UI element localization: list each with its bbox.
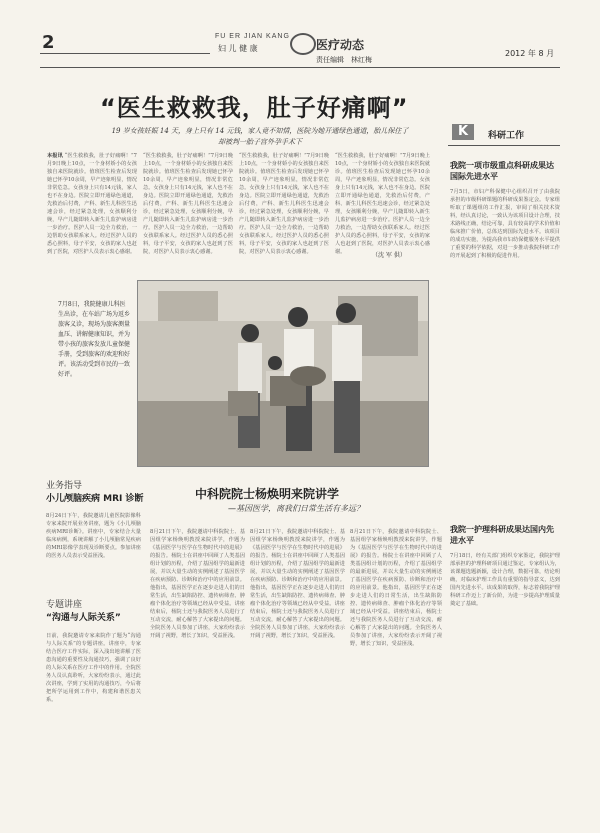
main-story-signature: （沈 军 供）: [372, 252, 406, 259]
section-guidance-body: 8月24日下午，我院邀请儿童医院影像科专家来院开展业务讲座，题为《小儿颅脑疾病MRI诊断》。讲座中，专家结合大量临床病例，系统讲解了小儿颅脑常见疾病的MRI影像学表现及诊断要点。参加讲座的医务人员表示受益匪浅。: [46, 513, 141, 559]
research-badge: K: [452, 124, 474, 140]
editor-credit: 责任编辑 林红梅: [316, 56, 372, 64]
feature-column-3: [350, 528, 442, 803]
feature-body: 8月21日下午，我院邀请中科院院士、基因组学家杨焕明教授来院讲学，作题为《基因医学与医学在生物时代中的进展》的报告。杨院士在讲座中回顾了人类基因组计划的历程，介绍了基因组学的最新进展，并以大量生动的实例阐述了基因医学在疾病预防、诊断和治疗中的应用前景。他指出，基因医学正在逐步走进人们的日常生活，出生缺陷防控、遗传病筛查、肿瘤个体化治疗等领域已经从中受益。讲座结束后，杨院士还与我院医务人员进行了互动交流，耐心解答了大家提出的问题。全院医务人员参加了讲座，大家纷纷表示开阔了视野，增长了知识，受益匪浅。: [150, 529, 245, 639]
section-title: 医疗动态: [316, 38, 365, 52]
main-headline: “医生救救我，肚子好痛啊”: [100, 94, 409, 122]
main-story-body: “医生救救我，肚子好痛啊！”7月9日晚上10点，一个身材娇小的女孩独自来医院就诊。值班医生检查后发现她已怀孕10余周，早产迹象明显，情况非常危急。女孩身上只有14元钱，家人也不在身边。医院立即开通绿色通道，先救治后付费，产科、新生儿科医生迅速会诊，经过紧急处理，女孩顺利分娩，早产儿随即转入新生儿监护病房进一步治疗。医护人员一边全力救治，一边帮助女孩联系家人。经过医护人员的悉心照料，母子平安，女孩的家人也赶到了医院，对医护人员表示衷心感谢。: [47, 153, 137, 255]
feature-column-1: [150, 528, 245, 803]
paper-emblem-icon: [290, 33, 316, 55]
research-article1-body: 7月5日，市妇产科保健中心组织召开了由我院承担的市级科研课题的科研成果鉴定会。专家组听取了课题组的工作汇报，审阅了相关技术资料，经认真讨论，一致认为该项目设计合理，技术路线正确，结论可靠，具有较高的学术价值和临床推广价值，总体达到国际先进水平。该项目的成功实施，为提高我市妇幼保健服务水平提供了重要的科学依据，对进一步推动我院科研工作的开展起到了积极的促进作用。: [450, 189, 560, 259]
photo-caption: 7月8日，我院健康儿科医生出诊，在车站广场为返乡旅客义诊，现场为旅客测量血压、讲解健康知识，并为带小孩的旅客发放儿童保健手册，受到旅客的欢迎和好评。该活动受到市民的一致好评。: [58, 301, 131, 378]
section-lecture-body: 日前，我院邀请专家来院作了题为“沟通与人际关系”的专题讲座。讲座中，专家结合医疗工作实际，深入浅出地讲解了医患沟通的重要性及沟通技巧，强调了良好的人际关系在医疗工作中的作用。全院医务人员认真聆听，大家纷纷表示，通过此次讲座，学到了实用的沟通技巧，今后将把所学运用到工作中，构建和谐医患关系。: [46, 633, 141, 703]
feature-title: 中科院院士杨焕明来院讲学: [195, 487, 340, 501]
research-article2-title: 我院一护理科研成果达国内先进水平: [450, 525, 554, 545]
research-article2-body: 7月18日，经有关部门组织专家鉴定，我院护理部承担的护理科研项目通过鉴定。专家组认为，该课题选题新颖，设计合理，数据可靠，结论明确，对临床护理工作具有重要的指导意义，达到国内先进水平。该成果的取得，标志着我院护理科研工作迈上了新台阶，为进一步提高护理质量奠定了基础。: [450, 553, 560, 607]
paper-name-cn: 妇 儿 健 康: [218, 44, 258, 53]
main-story-column-4: [335, 152, 430, 255]
header-rule: [40, 67, 560, 68]
event-photo: [137, 280, 429, 467]
section-guidance-title: 小儿颅脑疾病 MRI 诊断: [46, 494, 144, 504]
section-lecture-title: “沟通与人际关系”: [46, 613, 121, 623]
event-photo-image: [138, 281, 428, 466]
feature-body: 8月21日下午，我院邀请中科院院士、基因组学家杨焕明教授来院讲学，作题为《基因医学与医学在生物时代中的进展》的报告。杨院士在讲座中回顾了人类基因组计划的历程，介绍了基因组学的最新进展，并以大量生动的实例阐述了基因医学在疾病预防、诊断和治疗中的应用前景。他指出，基因医学正在逐步走进人们的日常生活，出生缺陷防控、遗传病筛查、肿瘤个体化治疗等领域已经从中受益。讲座结束后，杨院士还与我院医务人员进行了互动交流，耐心解答了大家提出的问题。全院医务人员参加了讲座，大家纷纷表示开阔了视野，增长了知识，受益匪浅。: [350, 529, 442, 647]
section-lecture-label: 专题讲座: [46, 600, 83, 610]
section-guidance-label: 业务指导: [46, 481, 83, 491]
page-number: 2: [42, 32, 55, 53]
paper-name-en: FU ER JIAN KANG: [215, 33, 290, 40]
main-story-byline: 本报讯: [47, 153, 63, 159]
main-story-column-3: [239, 152, 329, 272]
issue-date: 2012 年 8 月: [505, 49, 555, 58]
main-story-body: “医生救救我，肚子好痛啊！”7月9日晚上10点，一个身材娇小的女孩独自来医院就诊。值班医生检查后发现她已怀孕10余周，早产迹象明显，情况非常危急。女孩身上只有14元钱，家人也不在身边。医院立即开通绿色通道，先救治后付费，产科、新生儿科医生迅速会诊，经过紧急处理，女孩顺利分娩，早产儿随即转入新生儿监护病房进一步治疗。医护人员一边全力救治，一边帮助女孩联系家人。经过医护人员的悉心照料，母子平安，女孩的家人也赶到了医院，对医护人员表示衷心感谢。: [143, 153, 233, 255]
research-column-title: 科研工作: [488, 131, 525, 141]
feature-subtitle: —基因医学，离我们日常生活有多远？: [228, 504, 364, 513]
main-story-column-1: [47, 152, 137, 272]
research-article1-title: 我院一项市级重点科研成果达国际先进水平: [450, 161, 554, 181]
feature-column-2: [250, 528, 345, 803]
research-rule: [448, 145, 560, 146]
feature-body: 8月21日下午，我院邀请中科院院士、基因组学家杨焕明教授来院讲学，作题为《基因医学与医学在生物时代中的进展》的报告。杨院士在讲座中回顾了人类基因组计划的历程，介绍了基因组学的最新进展，并以大量生动的实例阐述了基因医学在疾病预防、诊断和治疗中的应用前景。他指出，基因医学正在逐步走进人们的日常生活，出生缺陷防控、遗传病筛查、肿瘤个体化治疗等领域已经从中受益。讲座结束后，杨院士还与我院医务人员进行了互动交流，耐心解答了大家提出的问题。全院医务人员参加了讲座，大家纷纷表示开阔了视野，增长了知识，受益匪浅。: [250, 529, 345, 639]
header-rule-left: [40, 53, 210, 54]
main-story-column-2: [143, 152, 233, 272]
main-story-body: “医生救救我，肚子好痛啊！”7月9日晚上10点，一个身材娇小的女孩独自来医院就诊。值班医生检查后发现她已怀孕10余周，早产迹象明显，情况非常危急。女孩身上只有14元钱，家人也不在身边。医院立即开通绿色通道，先救治后付费，产科、新生儿科医生迅速会诊，经过紧急处理，女孩顺利分娩，早产儿随即转入新生儿监护病房进一步治疗。医护人员一边全力救治，一边帮助女孩联系家人。经过医护人员的悉心照料，母子平安，女孩的家人也赶到了医院，对医护人员表示衷心感谢。: [335, 153, 430, 255]
main-story-body: “医生救救我，肚子好痛啊！”7月9日晚上10点，一个身材娇小的女孩独自来医院就诊。值班医生检查后发现她已怀孕10余周，早产迹象明显，情况非常危急。女孩身上只有14元钱，家人也不在身边。医院立即开通绿色通道，先救治后付费，产科、新生儿科医生迅速会诊，经过紧急处理，女孩顺利分娩，早产儿随即转入新生儿监护病房进一步治疗。医护人员一边全力救治，一边帮助女孩联系家人。经过医护人员的悉心照料，母子平安，女孩的家人也赶到了医院，对医护人员表示衷心感谢。: [239, 153, 329, 255]
main-subhead: 19 岁女孩妊娠 14 天，身上只有 14 元钱，家人竟不知情，医院为她开通绿色通道，胎儿保住了却被判一胎子宫外孕手术下: [111, 127, 409, 146]
